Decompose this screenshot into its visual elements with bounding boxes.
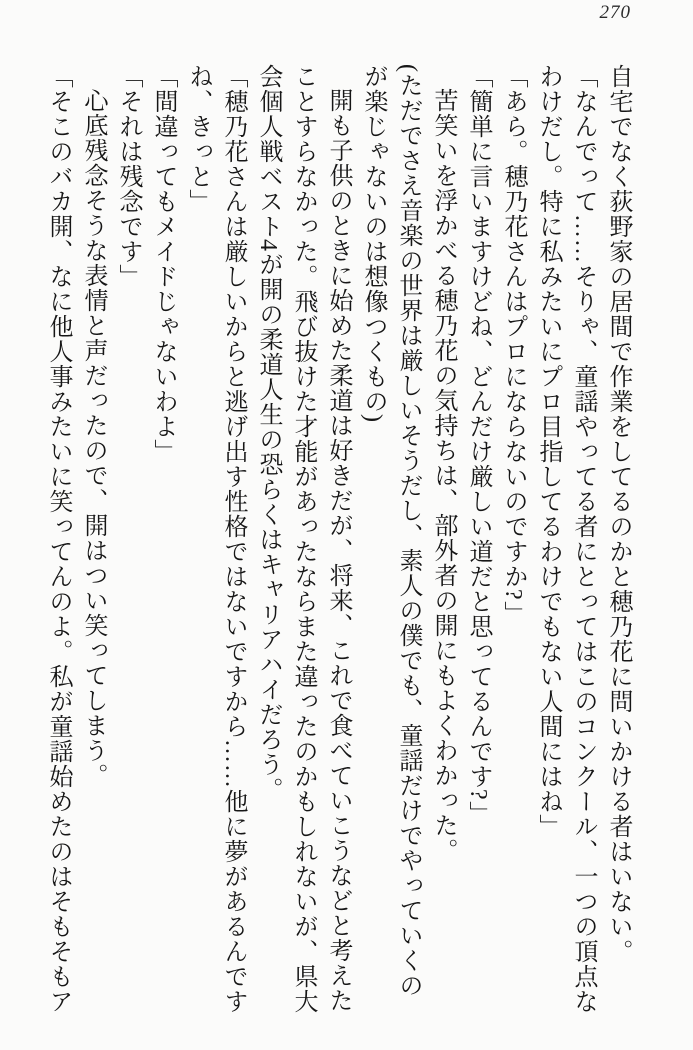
text-block: [40, 64, 635, 1020]
paragraph: (ただでさえ音楽の世界は厳しいそうだし、素人の僕でも、童謡だけでやっていくのが楽じゃないのは想像つくもの): [360, 64, 421, 998]
page-number: 270: [599, 2, 631, 23]
paragraph: 「なんでって……そりゃ、童謡やってる者にとってはこのコンクール、一つの頂点なわけだし。特に私みたいにプロ目指してるわけでもない人間にはね」: [535, 64, 596, 1014]
paragraph: 「そこのバカ開、なに他人事みたいに笑ってんのよ。私が童謡始めたのはそもそもア: [45, 64, 71, 1014]
paragraph: 自宅でなく荻野家の居間で作業をしてるのかと穂乃花に問いかける者はいない。: [605, 64, 631, 964]
paragraph: 心底残念そうな表情と声だったので、開はつい笑ってしまう。: [80, 88, 106, 788]
paragraph: 開も子供のときに始めた柔道は好きだが、将来、これで食べていこうなどと考えたことすらなかった。飛び抜けた才能があったならまた違ったのかもしれないが、県大会個人戦ベスト4が開の柔道人生の恐らくはキャリアハイだろう。: [255, 64, 351, 1014]
paragraph: 「それは残念です」: [115, 64, 141, 289]
paragraph: 「簡単に言いますけどね、どんだけ厳しい道だと思ってるんです?」: [465, 64, 491, 826]
paragraph: 「あら。穂乃花さんはプロにならないのですか?」: [500, 64, 526, 626]
paragraph: 「間違ってもメイドじゃないわよ」: [150, 64, 176, 464]
paragraph: 「穂乃花さんは厳しいからと逃げ出す性格ではないですから……他に夢があるんですね、きっと」: [185, 64, 246, 1014]
paragraph: 苦笑いを浮かべる穂乃花の気持ちは、部外者の開にもよくわかった。: [430, 88, 456, 863]
